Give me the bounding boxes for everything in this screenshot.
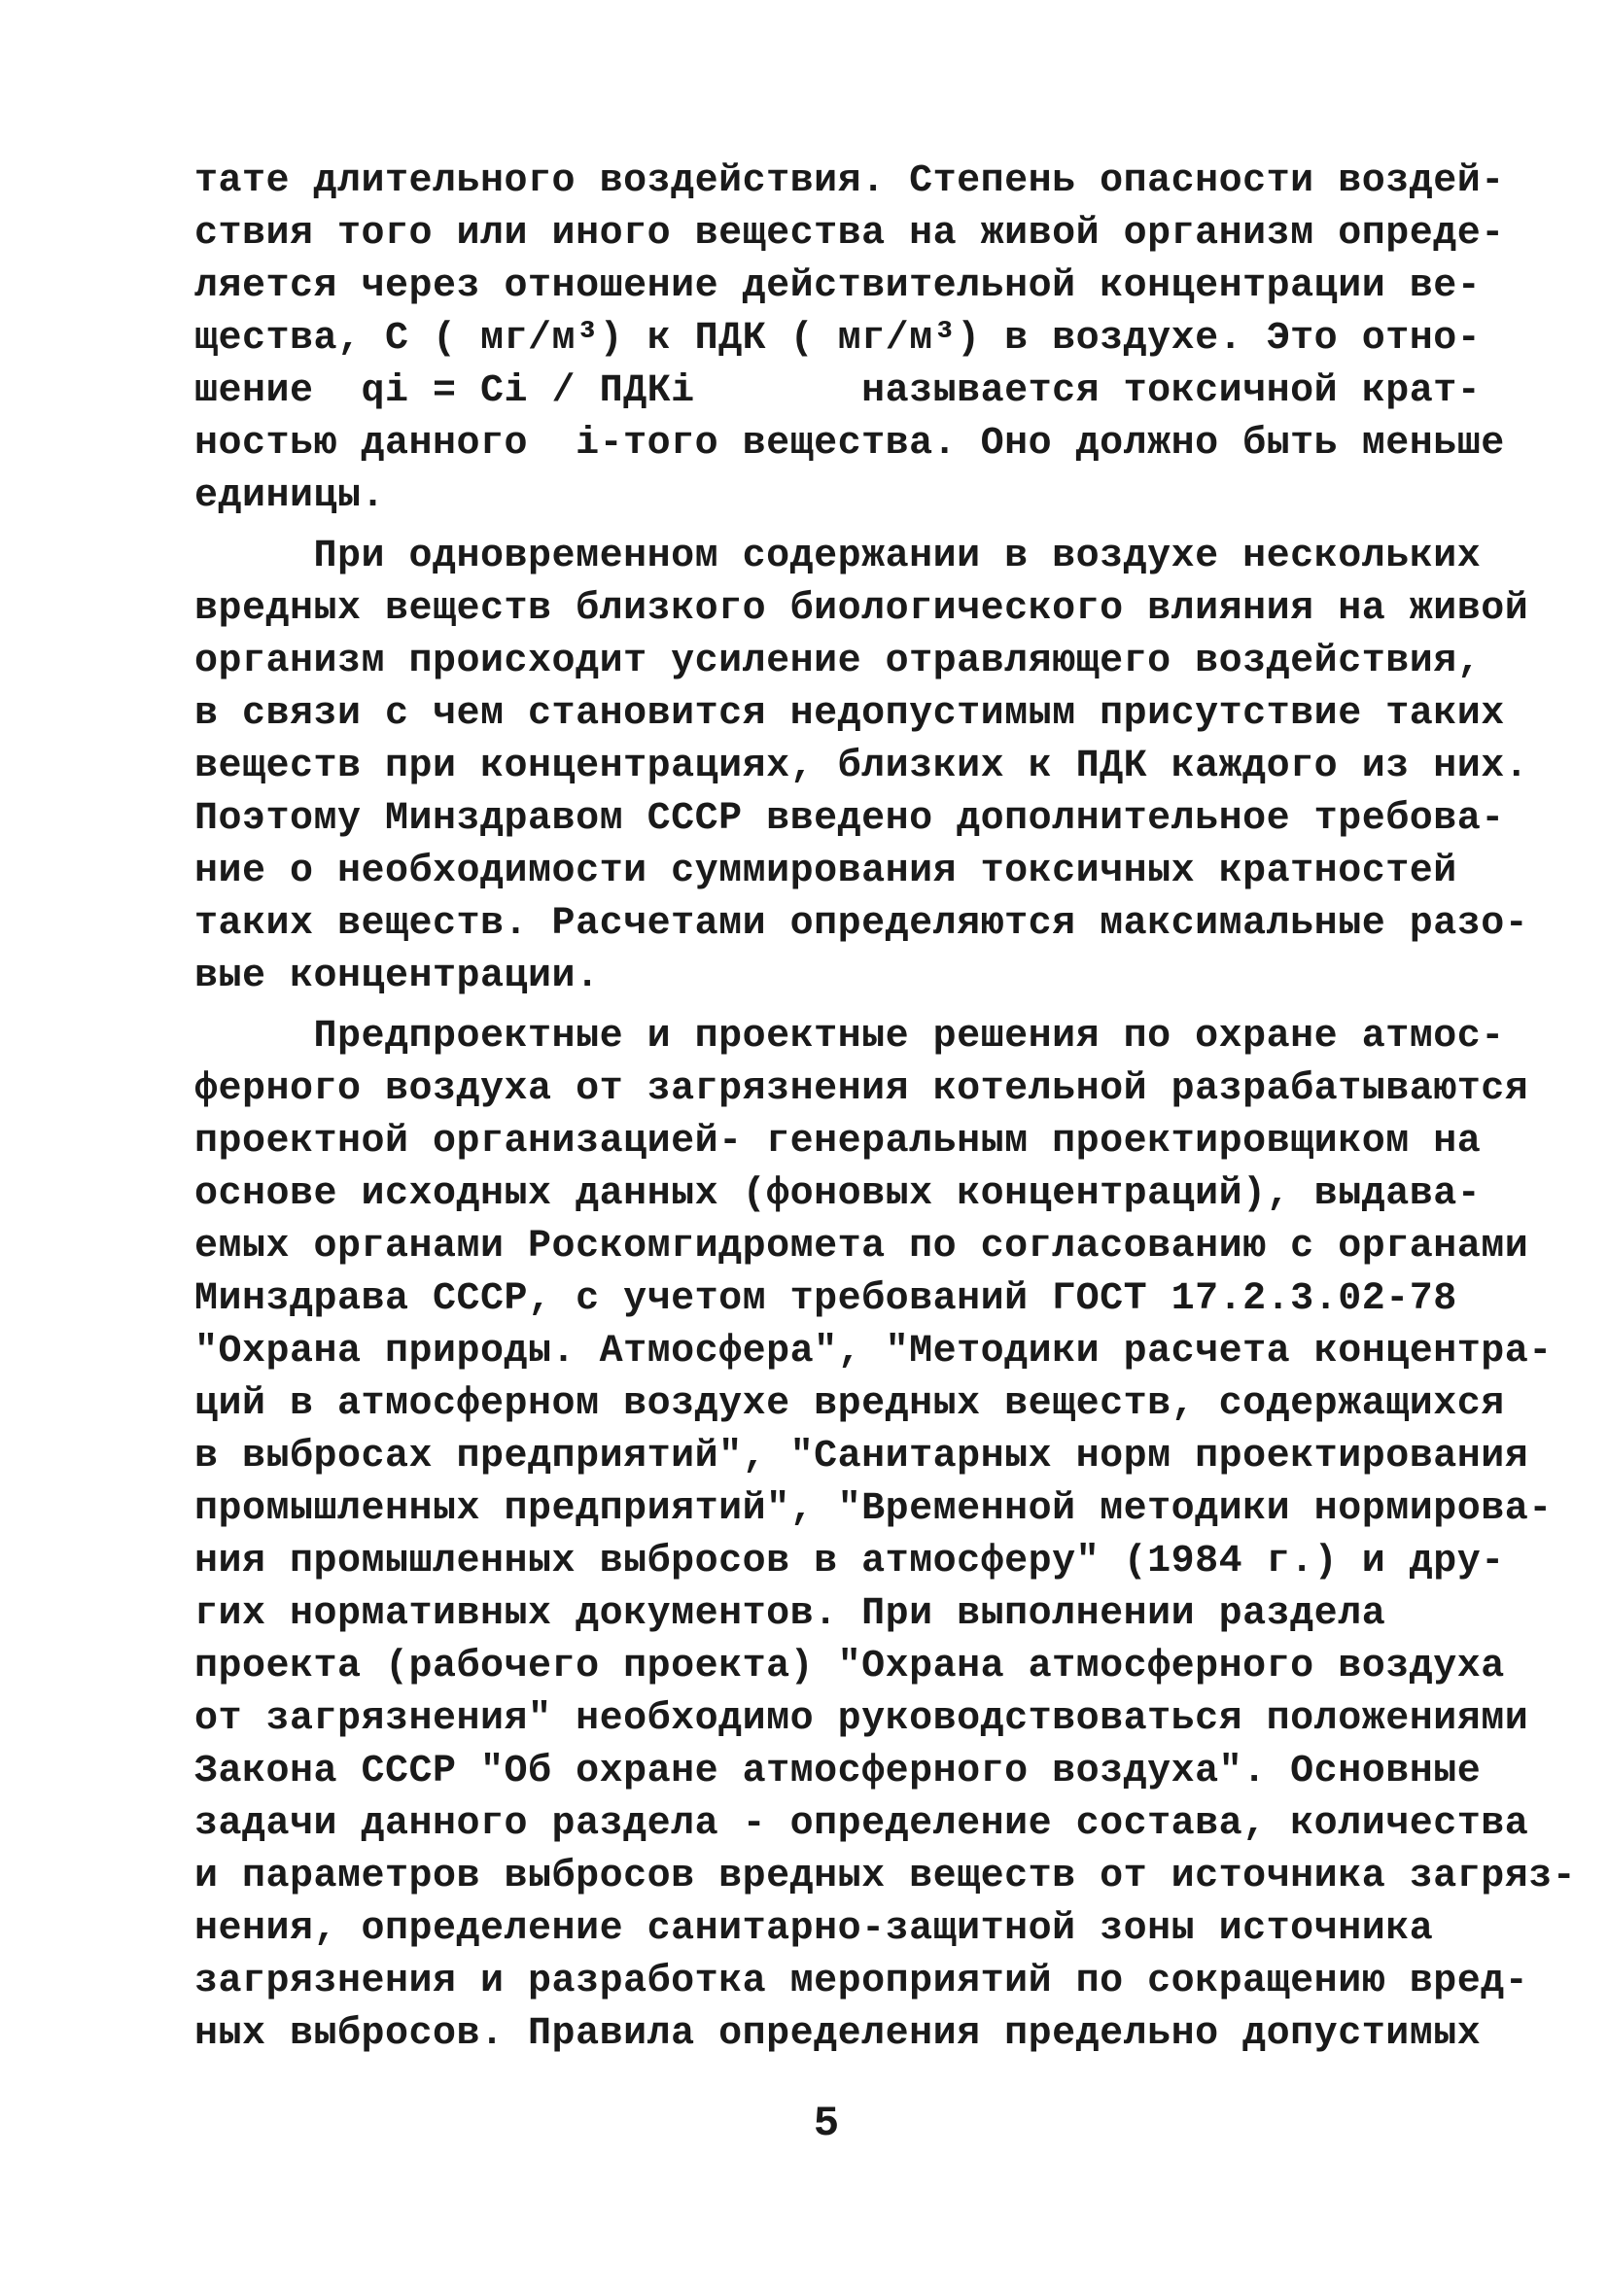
text-line: ций в атмосферном воздухе вредных веществ, содержащихся — [194, 1382, 1505, 1426]
text-line: ствия того или иного вещества на живой организм опреде- — [194, 212, 1505, 256]
text-line: единицы. — [194, 474, 386, 518]
text-line: вредных веществ близкого биологического влияния на живой — [194, 587, 1529, 631]
text-line: Предпроектные и проектные решения по охране атмос- — [194, 1015, 1505, 1059]
text-line: задачи данного раздела - определение состава, количества — [194, 1802, 1529, 1846]
text-line: Поэтому Минздравом СССР введено дополнительное требова- — [194, 797, 1505, 841]
text-line: Минздрава СССР, с учетом требований ГОСТ 17.2.3.02-78 — [194, 1277, 1457, 1321]
text-line: в связи с чем становится недопустимым присутствие таких — [194, 692, 1505, 736]
text-line: щества, С ( мг/м³) к ПДК ( мг/м³) в воздухе. Это отно- — [194, 317, 1482, 361]
text-line: ных выбросов. Правила определения предельно допустимых — [194, 2012, 1482, 2056]
text-line: емых органами Роскомгидромета по согласованию с органами — [194, 1225, 1529, 1269]
text-line: проектной организацией- генеральным проектировщиком на — [194, 1120, 1482, 1164]
text-line: веществ при концентрациях, близких к ПДК каждого из них. — [194, 745, 1529, 788]
text-line: таких веществ. Расчетами определяются максимальные разо- — [194, 902, 1529, 946]
text-line: ляется через отношение действительной концентрации ве- — [194, 264, 1482, 308]
text-line: гих нормативных документов. При выполнении раздела — [194, 1592, 1386, 1636]
text-line: ния промышленных выбросов в атмосферу" (1984 г.) и дру- — [194, 1540, 1505, 1583]
text-line: промышленных предприятий", "Временной методики нормирова- — [194, 1487, 1553, 1531]
page-number: 5 — [813, 2100, 840, 2148]
text-line: ностью данного i-того вещества. Оно должно быть меньше — [194, 422, 1505, 466]
formula-line: шение qi = Ci / ПДКi называется токсичной крат- — [194, 369, 1482, 413]
text-line: нения, определение санитарно-защитной зоны источника — [194, 1907, 1434, 1951]
text-line: "Охрана природы. Атмосфера", "Методики расчета концентра- — [194, 1330, 1553, 1374]
text-line: ферного воздуха от загрязнения котельной разрабатываются — [194, 1067, 1529, 1111]
text-line: вые концентрации. — [194, 955, 600, 998]
text-line: от загрязнения" необходимо руководствоваться положениями — [194, 1697, 1529, 1741]
text-line: При одновременном содержании в воздухе нескольких — [194, 535, 1482, 578]
text-line: тате длительного воздействия. Степень опасности воздей- — [194, 159, 1505, 203]
text-line: проекта (рабочего проекта) "Охрана атмосферного воздуха — [194, 1645, 1505, 1688]
text-line: и параметров выбросов вредных веществ от источника загряз- — [194, 1855, 1577, 1898]
text-line: основе исходных данных (фоновых концентраций), выдава- — [194, 1172, 1482, 1216]
text-line: в выбросах предприятий", "Санитарных норм проектирования — [194, 1435, 1529, 1478]
text-line: ние о необходимости суммирования токсичных кратностей — [194, 850, 1457, 893]
text-line: организм происходит усиление отравляющего воздействия, — [194, 640, 1482, 683]
text-line: загрязнения и разработка мероприятий по сокращению вред- — [194, 1960, 1529, 2003]
text-line: Закона СССР "Об охране атмосферного воздуха". Основные — [194, 1750, 1482, 1793]
